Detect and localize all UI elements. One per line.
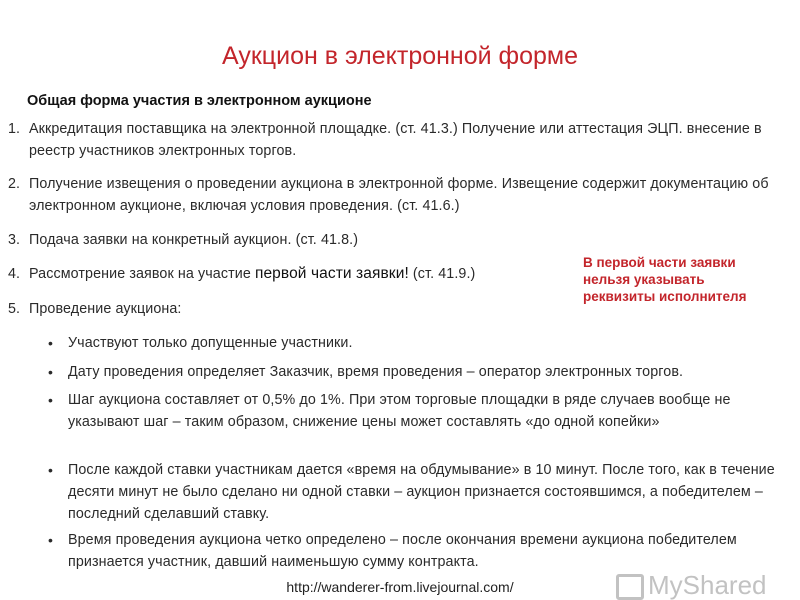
list-item: Аккредитация поставщика на электронной площадке. (ст. 41.3.) Получение или аттестация ЭЦП. внесение в реестр участников электронных торгов.	[29, 121, 762, 159]
note-callout: В первой части заявки нельзя указывать реквизиты исполнителя	[583, 255, 747, 304]
slide-subtitle: Общая форма участия в электронном аукционе	[27, 93, 372, 109]
bullet-icon: •	[48, 364, 54, 380]
slide-title: Аукцион в электронной форме	[221, 42, 579, 70]
item-number: 2.	[8, 176, 21, 192]
item-number: 5.	[8, 301, 21, 317]
watermark-logo-icon	[616, 574, 644, 600]
bullet-item: Дату проведения определяет Заказчик, время проведения – оператор электронных торгов.	[68, 364, 684, 380]
item-text: (ст. 41.9.)	[408, 266, 476, 282]
bullet-item: Шаг аукциона составляет от 0,5% до 1%. При этом торговые площадки в ряде случаев вообще не указывают шаг – таким образом, снижение цены может составлять «до одной копейки»	[68, 392, 731, 430]
bullet-icon: •	[48, 462, 54, 478]
bullet-item: После каждой ставки участникам дается «время на обдумывание» в 10 минут. После того, как в течение десяти минут не было сделано ни одной ставки – аукцион признается состоявшимся, а победителем – последний сделавший ставку.	[68, 462, 775, 522]
bullet-icon: •	[48, 335, 54, 351]
watermark-logo: MyShared	[648, 570, 767, 600]
list-item: Проведение аукциона:	[29, 301, 182, 317]
list-item: Получение извещения о проведении аукциона в электронной форме. Извещение содержит документацию об электронном аукционе, включая условия проведения. (ст. 41.6.)	[29, 176, 769, 214]
emphasis-text: первой части заявки!	[254, 265, 409, 282]
bullet-item: Время проведения аукциона четко определено – после окончания времени аукциона победителем признается участник, давший наименьшую сумму контракта.	[68, 532, 737, 570]
list-item	[29, 263, 569, 285]
item-text: Рассмотрение заявок на участие	[29, 266, 255, 282]
bullet-icon: •	[48, 532, 54, 548]
list-item: Подача заявки на конкретный аукцион. (ст. 41.8.)	[29, 232, 359, 248]
source-link[interactable]: http://wanderer-from.livejournal.com/	[286, 579, 514, 595]
item-number: 3.	[8, 232, 21, 248]
bullet-icon: •	[48, 392, 54, 408]
item-number: 4.	[8, 266, 21, 282]
bullet-item: Участвуют только допущенные участники.	[68, 335, 353, 351]
item-number: 1.	[8, 121, 21, 137]
